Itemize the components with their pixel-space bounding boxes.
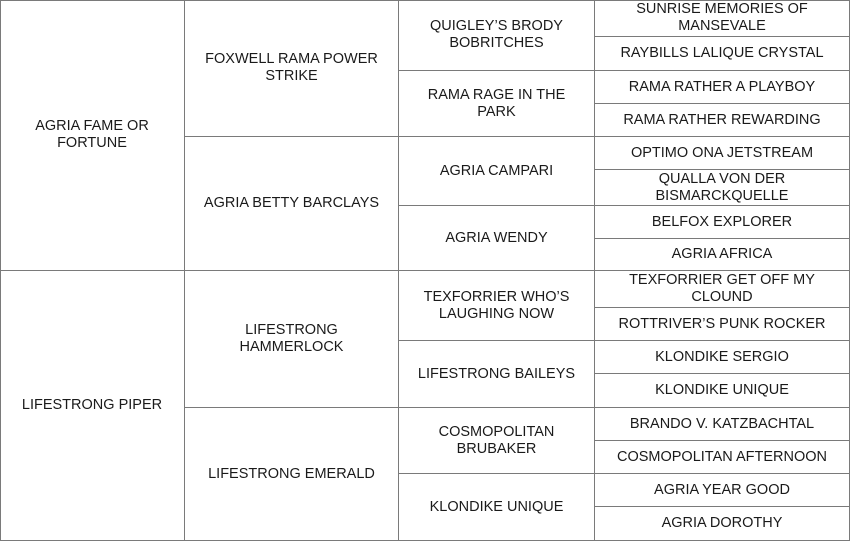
gen3-cell: AGRIA CAMPARI [399,137,595,206]
gen2-cell: LIFESTRONG HAMMERLOCK [185,271,399,408]
gen4-cell: AGRIA YEAR GOOD [595,474,850,507]
gen4-cell: RAMA RATHER REWARDING [595,104,850,137]
gen4-cell: BRANDO V. KATZBACHTAL [595,408,850,441]
gen2-cell: AGRIA BETTY BARCLAYS [185,137,399,271]
gen4-cell: ROTTRIVER’S PUNK ROCKER [595,308,850,341]
gen4-cell: AGRIA DOROTHY [595,507,850,541]
gen4-cell: RAYBILLS LALIQUE CRYSTAL [595,37,850,71]
gen3-cell: COSMOPOLITAN BRUBAKER [399,408,595,474]
gen4-cell: AGRIA AFRICA [595,239,850,271]
gen3-cell: AGRIA WENDY [399,206,595,271]
gen3-cell: RAMA RAGE IN THE PARK [399,71,595,137]
gen4-cell: BELFOX EXPLORER [595,206,850,239]
gen3-cell: TEXFORRIER WHO’S LAUGHING NOW [399,271,595,341]
gen4-cell: OPTIMO ONA JETSTREAM [595,137,850,170]
gen4-cell: TEXFORRIER GET OFF MY CLOUND [595,271,850,308]
gen1-sire: AGRIA FAME OR FORTUNE [0,0,185,271]
gen4-cell: QUALLA VON DER BISMARCKQUELLE [595,170,850,206]
gen4-cell: KLONDIKE SERGIO [595,341,850,374]
gen4-cell: RAMA RATHER A PLAYBOY [595,71,850,104]
gen4-cell: COSMOPOLITAN AFTERNOON [595,441,850,474]
gen2-cell: LIFESTRONG EMERALD [185,408,399,541]
gen1-dam: LIFESTRONG PIPER [0,271,185,541]
gen4-cell: SUNRISE MEMORIES OF MANSEVALE [595,0,850,37]
gen3-cell: QUIGLEY’S BRODY BOBRITCHES [399,0,595,71]
gen3-cell: LIFESTRONG BAILEYS [399,341,595,408]
gen4-cell: KLONDIKE UNIQUE [595,374,850,408]
gen2-cell: FOXWELL RAMA POWER STRIKE [185,0,399,137]
gen3-cell: KLONDIKE UNIQUE [399,474,595,541]
